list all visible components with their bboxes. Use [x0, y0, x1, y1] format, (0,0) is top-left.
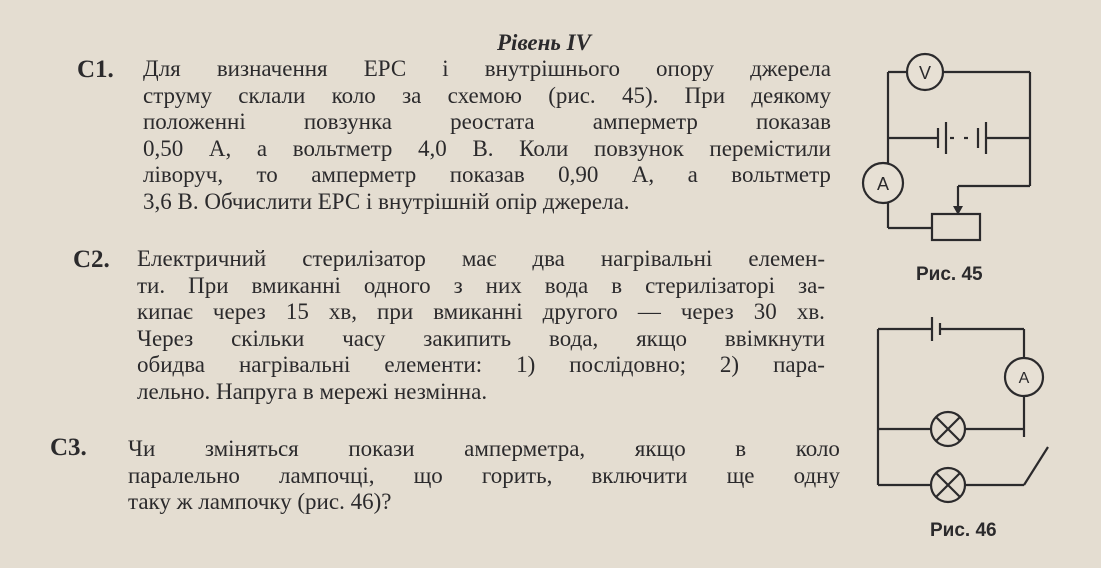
- word: через: [680, 299, 734, 324]
- word: то: [256, 162, 278, 187]
- word: —: [637, 299, 661, 324]
- word: 1): [516, 352, 536, 377]
- problem-line: лельно. Напруга в мережі незмінна.: [137, 378, 488, 404]
- word: хв,: [328, 299, 357, 324]
- circuit-diagram-45: [850, 50, 1050, 250]
- word: одного: [363, 272, 431, 298]
- problem-line: [137, 273, 825, 300]
- section-heading: Рівень IV: [497, 30, 591, 55]
- word: амперметра,: [464, 436, 586, 461]
- word: внутрішнього: [484, 56, 620, 81]
- word: вмиканні: [251, 272, 341, 298]
- word: коло: [331, 82, 376, 108]
- problem-text: [128, 436, 840, 516]
- word: скільки: [231, 325, 305, 351]
- word: одну: [793, 462, 840, 488]
- word: коло: [795, 436, 840, 461]
- ammeter-label: A: [1018, 370, 1030, 387]
- word: них: [485, 272, 522, 298]
- word: з: [453, 272, 463, 298]
- word: 30: [753, 299, 777, 324]
- word: Електричний: [137, 246, 267, 271]
- word: хв.: [796, 299, 825, 324]
- word: зміняться: [204, 436, 299, 461]
- problem-number: С3.: [50, 434, 87, 461]
- word: А,: [208, 135, 232, 161]
- word: вольтметр: [731, 162, 831, 187]
- word: ще: [726, 462, 755, 488]
- word: кипає: [137, 299, 193, 324]
- problem-number: С1.: [77, 56, 114, 83]
- voltmeter-label: V: [918, 63, 932, 83]
- word: 15: [285, 299, 309, 324]
- word: В.: [472, 135, 494, 161]
- word: покази: [348, 436, 415, 461]
- problem-text: [143, 56, 831, 215]
- problem-line: [128, 463, 840, 490]
- word: Чи: [128, 436, 156, 461]
- problem-text: [137, 246, 825, 405]
- word: за-: [798, 272, 825, 298]
- word: струму: [143, 82, 212, 108]
- word: і: [442, 56, 449, 81]
- word: деякому: [751, 82, 831, 108]
- word: ліворуч,: [143, 162, 224, 187]
- problem-line: [143, 109, 831, 136]
- word: другого: [542, 299, 618, 324]
- problem-line: [137, 352, 825, 379]
- word: при: [377, 299, 414, 324]
- word: лампочці,: [278, 462, 375, 488]
- word: джерела: [750, 56, 831, 81]
- word: а: [687, 162, 698, 187]
- problem-line: [143, 83, 831, 110]
- ammeter-label: A: [876, 174, 890, 194]
- word: опору: [656, 56, 715, 81]
- word: вмиканні: [433, 299, 523, 324]
- problem-line: [143, 56, 831, 83]
- problem-line: 3,6 В. Обчислити ЕРС і внутрішній опір джерела.: [143, 188, 630, 214]
- word: два: [532, 246, 565, 271]
- circuit-diagram-46: [870, 305, 1070, 515]
- word: показав: [755, 109, 831, 134]
- word: в: [611, 272, 623, 298]
- word: 0,50: [143, 135, 184, 161]
- problem-line: [137, 246, 825, 273]
- word: вода,: [549, 325, 599, 351]
- word: часу: [342, 325, 386, 351]
- problem-line: таку ж лампочку (рис. 46)?: [128, 489, 392, 514]
- word: елементи:: [384, 352, 483, 377]
- figure-45-caption: Рис. 45: [916, 264, 983, 285]
- word: 45).: [621, 82, 659, 108]
- problem-line: [137, 299, 825, 326]
- figure-46: [870, 305, 1070, 515]
- figure-45: [850, 50, 1050, 250]
- word: нагрівальні: [238, 352, 351, 377]
- word: При: [188, 272, 229, 298]
- word: послідовно;: [569, 352, 686, 377]
- word: При: [684, 82, 726, 108]
- word: включити: [591, 462, 688, 488]
- word: 0,90: [558, 162, 599, 187]
- word: 4,0: [418, 135, 447, 161]
- word: амперметр: [592, 109, 698, 134]
- figure-46-caption: Рис. 46: [930, 520, 997, 541]
- word: горить,: [481, 462, 553, 488]
- word: визначення: [216, 56, 328, 81]
- word: вольтметр: [292, 135, 393, 161]
- word: положенні: [143, 109, 246, 134]
- word: елемен-: [748, 246, 825, 271]
- word: нагрівальні: [600, 246, 713, 271]
- word: повзунка: [303, 109, 392, 134]
- word: ввімкнути: [724, 325, 825, 351]
- word: Для: [143, 56, 181, 81]
- problem-line: [143, 162, 831, 189]
- word: а: [256, 135, 268, 161]
- word: стерилізатор: [302, 246, 426, 271]
- word: обидва: [137, 352, 205, 377]
- word: показав: [449, 162, 525, 187]
- problem-number: С2.: [73, 246, 110, 273]
- word: має: [461, 246, 497, 271]
- word: паралельно: [128, 462, 240, 488]
- word: за: [402, 82, 422, 108]
- word: якщо: [636, 325, 688, 351]
- word: склали: [238, 82, 306, 108]
- problem-line: [143, 136, 831, 163]
- word: в: [735, 436, 747, 461]
- word: 2): [719, 352, 740, 377]
- word: пара-: [773, 352, 825, 377]
- word: ти.: [137, 272, 166, 298]
- word: Коли: [519, 135, 569, 161]
- word: закипить: [423, 325, 512, 351]
- word: (рис.: [548, 82, 596, 108]
- word: перемістили: [709, 135, 831, 161]
- word: якщо: [634, 436, 686, 461]
- word: А,: [631, 162, 655, 187]
- problem-line: [128, 436, 840, 463]
- word: стерилізаторі: [645, 272, 776, 298]
- problem-line: [137, 326, 825, 353]
- word: вода: [544, 272, 589, 298]
- word: реостата: [450, 109, 535, 134]
- word: повзунок: [594, 135, 684, 161]
- word: через: [212, 299, 266, 324]
- word: амперметр: [311, 162, 417, 187]
- word: ЕРС: [363, 56, 407, 81]
- word: Через: [137, 325, 194, 351]
- word: що: [413, 462, 443, 488]
- word: схемою: [447, 82, 522, 108]
